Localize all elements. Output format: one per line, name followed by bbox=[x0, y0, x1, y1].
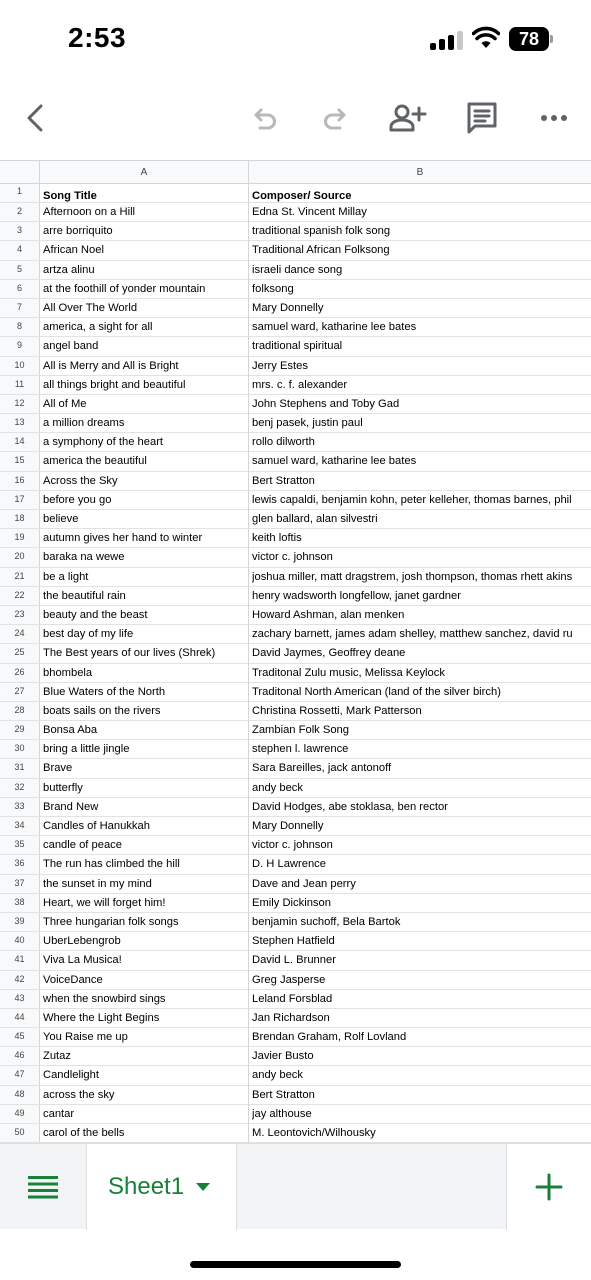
row-number[interactable]: 17 bbox=[0, 491, 40, 509]
back-icon bbox=[24, 102, 48, 134]
cell-b[interactable]: victor c. johnson bbox=[252, 551, 333, 564]
cell-a[interactable]: VoiceDance bbox=[43, 973, 103, 986]
cell-b[interactable]: Christina Rossetti, Mark Patterson bbox=[252, 704, 422, 717]
cell-b[interactable]: andy beck bbox=[252, 781, 303, 794]
cell-b[interactable]: Leland Forsblad bbox=[252, 992, 333, 1005]
cell-b[interactable]: rollo dilworth bbox=[252, 436, 315, 449]
row-number[interactable]: 34 bbox=[0, 817, 40, 835]
cell-a[interactable]: Blue Waters of the North bbox=[43, 685, 166, 698]
table-row bbox=[0, 817, 591, 836]
cell-a[interactable]: a symphony of the heart bbox=[43, 436, 164, 449]
table-row bbox=[0, 568, 591, 587]
cell-a[interactable]: Heart, we will forget him! bbox=[43, 896, 166, 909]
cell-a[interactable]: candle of peace bbox=[43, 839, 122, 852]
undo-icon bbox=[249, 103, 279, 133]
cell-b[interactable]: Traditonal North American (land of the silver birch) bbox=[252, 685, 501, 698]
cell-b[interactable]: samuel ward, katharine lee bates bbox=[252, 455, 417, 468]
cell-a[interactable]: believe bbox=[43, 513, 79, 525]
cell-b[interactable]: israeli dance song bbox=[252, 263, 343, 276]
row-number[interactable]: 42 bbox=[0, 971, 40, 989]
table-row bbox=[0, 702, 591, 721]
cell-b[interactable]: Sara Bareilles, jack antonoff bbox=[252, 762, 392, 775]
cell-a[interactable]: Where the Light Begins bbox=[43, 1011, 160, 1024]
cell-b[interactable]: Mary Donnelly bbox=[252, 820, 324, 832]
table-row bbox=[0, 491, 591, 510]
row-number[interactable]: 36 bbox=[0, 855, 40, 873]
table-row bbox=[0, 548, 591, 567]
cell-b[interactable]: M. Leontovich/Wilhousky bbox=[252, 1127, 376, 1139]
cell-b[interactable]: benjamin suchoff, Bela Bartok bbox=[252, 915, 401, 928]
battery-indicator bbox=[509, 27, 549, 51]
cellular-signal-icon bbox=[430, 30, 464, 50]
table-row bbox=[0, 683, 591, 702]
row-number[interactable]: 30 bbox=[0, 740, 40, 758]
sheet-menu-button[interactable] bbox=[0, 1144, 85, 1230]
row-number[interactable]: 26 bbox=[0, 664, 40, 682]
cell-a[interactable]: before you go bbox=[43, 493, 112, 506]
cell-a[interactable]: the beautiful rain bbox=[43, 589, 126, 602]
cell-a[interactable]: The Best years of our lives (Shrek) bbox=[43, 647, 216, 660]
cell-b[interactable]: Brendan Graham, Rolf Lovland bbox=[252, 1031, 407, 1044]
cell-a[interactable]: All of Me bbox=[43, 397, 87, 410]
table-row bbox=[0, 932, 591, 951]
table-row bbox=[0, 664, 591, 683]
row-number[interactable]: 18 bbox=[0, 510, 40, 528]
redo-button[interactable] bbox=[312, 94, 360, 142]
row-number[interactable]: 24 bbox=[0, 625, 40, 643]
status-bar bbox=[0, 0, 591, 80]
row-number[interactable]: 45 bbox=[0, 1028, 40, 1046]
home-indicator bbox=[190, 1261, 401, 1268]
row-number[interactable]: 50 bbox=[0, 1124, 40, 1142]
row-number[interactable]: 31 bbox=[0, 759, 40, 777]
table-row bbox=[0, 740, 591, 759]
cell-b[interactable]: David L. Brunner bbox=[252, 954, 336, 967]
row-number[interactable]: 19 bbox=[0, 529, 40, 547]
cell-a[interactable]: america, a sight for all bbox=[43, 321, 153, 334]
cell-a[interactable]: Zutaz bbox=[43, 1050, 71, 1063]
battery-cap bbox=[550, 35, 553, 43]
cell-b[interactable]: D. H Lawrence bbox=[252, 858, 326, 871]
add-sheet-button[interactable] bbox=[506, 1144, 591, 1230]
row-number[interactable]: 32 bbox=[0, 779, 40, 797]
cell-a[interactable]: Brand New bbox=[43, 800, 99, 813]
cell-a[interactable]: when the snowbird sings bbox=[43, 992, 166, 1005]
header-cell-a[interactable]: Song Title bbox=[43, 190, 97, 202]
table-row bbox=[0, 875, 591, 894]
cell-a[interactable]: arre borriquito bbox=[43, 225, 113, 238]
column-header-bar bbox=[0, 161, 591, 184]
cell-b[interactable]: zachary barnett, james adam shelley, matthew sanchez, david ru bbox=[252, 628, 573, 641]
cell-a[interactable]: be a light bbox=[43, 570, 89, 583]
row-number[interactable]: 21 bbox=[0, 568, 40, 586]
cell-a[interactable]: cantar bbox=[43, 1107, 75, 1120]
cell-a[interactable]: African Noel bbox=[43, 244, 104, 257]
cell-a[interactable]: a million dreams bbox=[43, 417, 125, 430]
wifi-icon bbox=[472, 26, 500, 50]
cell-b[interactable]: Mary Donnelly bbox=[252, 301, 324, 314]
table-row bbox=[0, 357, 591, 376]
cell-a[interactable]: Bonsa Aba bbox=[43, 724, 98, 737]
table-row bbox=[0, 971, 591, 990]
table-row bbox=[0, 510, 591, 529]
cell-a[interactable]: best day of my life bbox=[43, 628, 134, 641]
plus-icon bbox=[535, 1173, 563, 1201]
sheet-tab-label: Sheet1 bbox=[108, 1173, 185, 1200]
cell-b[interactable]: glen ballard, alan silvestri bbox=[252, 513, 378, 525]
cell-b[interactable]: Javier Busto bbox=[252, 1050, 314, 1063]
spreadsheet-grid[interactable] bbox=[0, 160, 591, 1144]
cell-a[interactable]: bhombela bbox=[43, 666, 93, 679]
cell-b[interactable]: Dave and Jean perry bbox=[252, 877, 356, 890]
cell-a[interactable]: autumn gives her hand to winter bbox=[43, 532, 203, 545]
row-number[interactable]: 4 bbox=[0, 241, 40, 259]
cell-b[interactable]: mrs. c. f. alexander bbox=[252, 378, 348, 391]
table-row bbox=[0, 395, 591, 414]
row-number[interactable]: 2 bbox=[0, 203, 40, 221]
cell-a[interactable]: Candles of Hanukkah bbox=[43, 820, 150, 832]
table-row bbox=[0, 990, 591, 1009]
table-row bbox=[0, 951, 591, 970]
cell-a[interactable]: You Raise me up bbox=[43, 1031, 128, 1044]
sheet-tab-sheet1[interactable] bbox=[86, 1144, 237, 1230]
cell-a[interactable]: UberLebengrob bbox=[43, 935, 121, 948]
row-number[interactable]: 22 bbox=[0, 587, 40, 605]
more-options-button[interactable] bbox=[530, 94, 578, 142]
cell-a[interactable]: the sunset in my mind bbox=[43, 877, 152, 890]
cell-b[interactable]: traditional spiritual bbox=[252, 340, 343, 353]
row-number[interactable]: 15 bbox=[0, 452, 40, 470]
row-number[interactable]: 43 bbox=[0, 990, 40, 1008]
row-number[interactable]: 10 bbox=[0, 357, 40, 375]
cell-b[interactable]: David Hodges, abe stoklasa, ben rector bbox=[252, 800, 448, 813]
table-row bbox=[0, 203, 591, 222]
row-number[interactable]: 39 bbox=[0, 913, 40, 931]
cell-b[interactable]: stephen l. lawrence bbox=[252, 743, 349, 756]
more-icon bbox=[540, 114, 568, 122]
row-number[interactable]: 33 bbox=[0, 798, 40, 816]
row-number[interactable]: 47 bbox=[0, 1066, 40, 1084]
cell-a[interactable]: america the beautiful bbox=[43, 455, 147, 468]
cell-a[interactable]: All is Merry and All is Bright bbox=[43, 359, 179, 372]
cell-b[interactable]: David Jaymes, Geoffrey deane bbox=[252, 647, 406, 660]
column-header-a[interactable]: A bbox=[40, 161, 249, 184]
cell-a[interactable]: at the foothill of yonder mountain bbox=[43, 282, 206, 295]
grid-rows bbox=[0, 184, 591, 1143]
cell-a[interactable]: Three hungarian folk songs bbox=[43, 915, 179, 928]
cell-b[interactable]: samuel ward, katharine lee bates bbox=[252, 321, 417, 334]
comment-icon bbox=[465, 101, 499, 135]
table-row bbox=[0, 1086, 591, 1105]
cell-b[interactable]: lewis capaldi, benjamin kohn, peter kelleher, thomas barnes, phil bbox=[252, 493, 572, 506]
cell-a[interactable]: Viva La Musica! bbox=[43, 954, 122, 967]
row-number[interactable]: 9 bbox=[0, 337, 40, 355]
column-divider bbox=[248, 161, 249, 1144]
cell-a[interactable]: Afternoon on a Hill bbox=[43, 206, 136, 218]
row-number[interactable]: 35 bbox=[0, 836, 40, 854]
cell-a[interactable]: carol of the bells bbox=[43, 1127, 125, 1139]
table-row bbox=[0, 280, 591, 299]
list-menu-icon bbox=[28, 1175, 58, 1199]
toolbar bbox=[0, 88, 591, 148]
table-row bbox=[0, 1066, 591, 1085]
table-row bbox=[0, 529, 591, 548]
cell-a[interactable]: All Over The World bbox=[43, 301, 138, 314]
table-row bbox=[0, 779, 591, 798]
header-row bbox=[0, 184, 591, 203]
table-row bbox=[0, 337, 591, 356]
cell-a[interactable]: across the sky bbox=[43, 1088, 115, 1101]
row-number[interactable]: 40 bbox=[0, 932, 40, 950]
row-number[interactable]: 14 bbox=[0, 433, 40, 451]
table-row bbox=[0, 1047, 591, 1066]
table-row bbox=[0, 1028, 591, 1047]
cell-b[interactable]: joshua miller, matt dragstrem, josh thompson, thomas rhett akins bbox=[252, 570, 573, 583]
cell-a[interactable]: artza alinu bbox=[43, 263, 95, 276]
cell-b[interactable]: Traditional African Folksong bbox=[252, 244, 390, 257]
row-number[interactable]: 28 bbox=[0, 702, 40, 720]
row-number[interactable]: 13 bbox=[0, 414, 40, 432]
cell-a[interactable]: beauty and the beast bbox=[43, 608, 148, 621]
cell-b[interactable]: Stephen Hatfield bbox=[252, 935, 335, 948]
table-row bbox=[0, 606, 591, 625]
cell-b[interactable]: Traditonal Zulu music, Melissa Keylock bbox=[252, 666, 445, 679]
undo-button[interactable] bbox=[240, 94, 288, 142]
header-cell-b[interactable]: Composer/ Source bbox=[252, 190, 352, 202]
table-row bbox=[0, 433, 591, 452]
cell-b[interactable]: folksong bbox=[252, 282, 294, 295]
sheet-bar bbox=[0, 1143, 591, 1229]
row-number[interactable]: 1 bbox=[0, 184, 40, 202]
table-row bbox=[0, 1009, 591, 1028]
cell-a[interactable]: butterfly bbox=[43, 781, 83, 794]
cell-b[interactable]: benj pasek, justin paul bbox=[252, 417, 363, 430]
row-number[interactable]: 38 bbox=[0, 894, 40, 912]
table-row bbox=[0, 318, 591, 337]
cell-a[interactable]: all things bright and beautiful bbox=[43, 378, 186, 391]
share-button[interactable] bbox=[384, 94, 432, 142]
row-number[interactable]: 12 bbox=[0, 395, 40, 413]
row-number[interactable]: 27 bbox=[0, 683, 40, 701]
cell-b[interactable]: Emily Dickinson bbox=[252, 896, 331, 909]
column-header-b[interactable]: B bbox=[416, 167, 424, 178]
cell-a[interactable]: boats sails on the rivers bbox=[43, 704, 161, 717]
cell-a[interactable]: Brave bbox=[43, 762, 73, 775]
cell-b[interactable]: henry wadsworth longfellow, janet gardner bbox=[252, 589, 461, 602]
row-number[interactable]: 16 bbox=[0, 472, 40, 490]
table-row bbox=[0, 1105, 591, 1124]
table-row bbox=[0, 376, 591, 395]
cell-b[interactable]: Jerry Estes bbox=[252, 359, 308, 372]
cell-b[interactable]: Edna St. Vincent Millay bbox=[252, 206, 367, 218]
table-row bbox=[0, 836, 591, 855]
cell-b[interactable]: jay althouse bbox=[252, 1107, 312, 1120]
cell-b[interactable]: andy beck bbox=[252, 1069, 303, 1082]
cell-a[interactable]: Across the Sky bbox=[43, 474, 118, 487]
row-number[interactable]: 23 bbox=[0, 606, 40, 624]
redo-icon bbox=[321, 103, 351, 133]
row-number[interactable]: 6 bbox=[0, 280, 40, 298]
cell-b[interactable]: traditional spanish folk song bbox=[252, 225, 391, 238]
comment-button[interactable] bbox=[458, 94, 506, 142]
cell-b[interactable]: keith loftis bbox=[252, 532, 302, 545]
table-row bbox=[0, 644, 591, 663]
select-all-corner[interactable] bbox=[0, 161, 40, 184]
table-row bbox=[0, 241, 591, 260]
add-person-icon bbox=[388, 102, 428, 134]
table-row bbox=[0, 587, 591, 606]
table-row bbox=[0, 855, 591, 874]
cell-b[interactable]: Zambian Folk Song bbox=[252, 724, 350, 737]
cell-a[interactable]: angel band bbox=[43, 340, 99, 353]
row-number[interactable]: 5 bbox=[0, 261, 40, 279]
table-row bbox=[0, 414, 591, 433]
table-row bbox=[0, 894, 591, 913]
row-number[interactable]: 25 bbox=[0, 644, 40, 662]
cell-a[interactable]: The run has climbed the hill bbox=[43, 858, 180, 871]
cell-a[interactable]: Candlelight bbox=[43, 1069, 99, 1082]
battery-level: 78 bbox=[518, 28, 540, 49]
row-number[interactable]: 20 bbox=[0, 548, 40, 566]
row-number[interactable]: 44 bbox=[0, 1009, 40, 1027]
row-number[interactable]: 7 bbox=[0, 299, 40, 317]
back-button[interactable] bbox=[12, 94, 60, 142]
cell-a[interactable]: baraka na wewe bbox=[43, 551, 125, 564]
row-number[interactable]: 48 bbox=[0, 1086, 40, 1104]
row-number[interactable]: 11 bbox=[0, 376, 40, 394]
dropdown-caret-icon bbox=[196, 1183, 210, 1191]
table-row bbox=[0, 759, 591, 778]
row-number[interactable]: 49 bbox=[0, 1105, 40, 1123]
row-number[interactable]: 41 bbox=[0, 951, 40, 969]
cell-b[interactable]: John Stephens and Toby Gad bbox=[252, 397, 400, 410]
row-number[interactable]: 8 bbox=[0, 318, 40, 336]
table-row bbox=[0, 625, 591, 644]
cell-b[interactable]: Howard Ashman, alan menken bbox=[252, 608, 405, 621]
cell-b[interactable]: Greg Jasperse bbox=[252, 973, 326, 986]
cell-b[interactable]: Bert Stratton bbox=[252, 474, 315, 487]
table-row bbox=[0, 798, 591, 817]
table-row bbox=[0, 721, 591, 740]
cell-b[interactable]: Jan Richardson bbox=[252, 1011, 330, 1024]
table-row bbox=[0, 222, 591, 241]
table-row bbox=[0, 299, 591, 318]
table-row bbox=[0, 1124, 591, 1143]
cell-b[interactable]: Bert Stratton bbox=[252, 1088, 315, 1101]
cell-b[interactable]: victor c. johnson bbox=[252, 839, 333, 852]
row-number[interactable]: 37 bbox=[0, 875, 40, 893]
row-number[interactable]: 3 bbox=[0, 222, 40, 240]
row-number[interactable]: 46 bbox=[0, 1047, 40, 1065]
row-number[interactable]: 29 bbox=[0, 721, 40, 739]
table-row bbox=[0, 913, 591, 932]
status-time: 2:53 bbox=[68, 22, 127, 53]
table-row bbox=[0, 261, 591, 280]
table-row bbox=[0, 452, 591, 471]
table-row bbox=[0, 472, 591, 491]
cell-a[interactable]: bring a little jingle bbox=[43, 743, 130, 756]
